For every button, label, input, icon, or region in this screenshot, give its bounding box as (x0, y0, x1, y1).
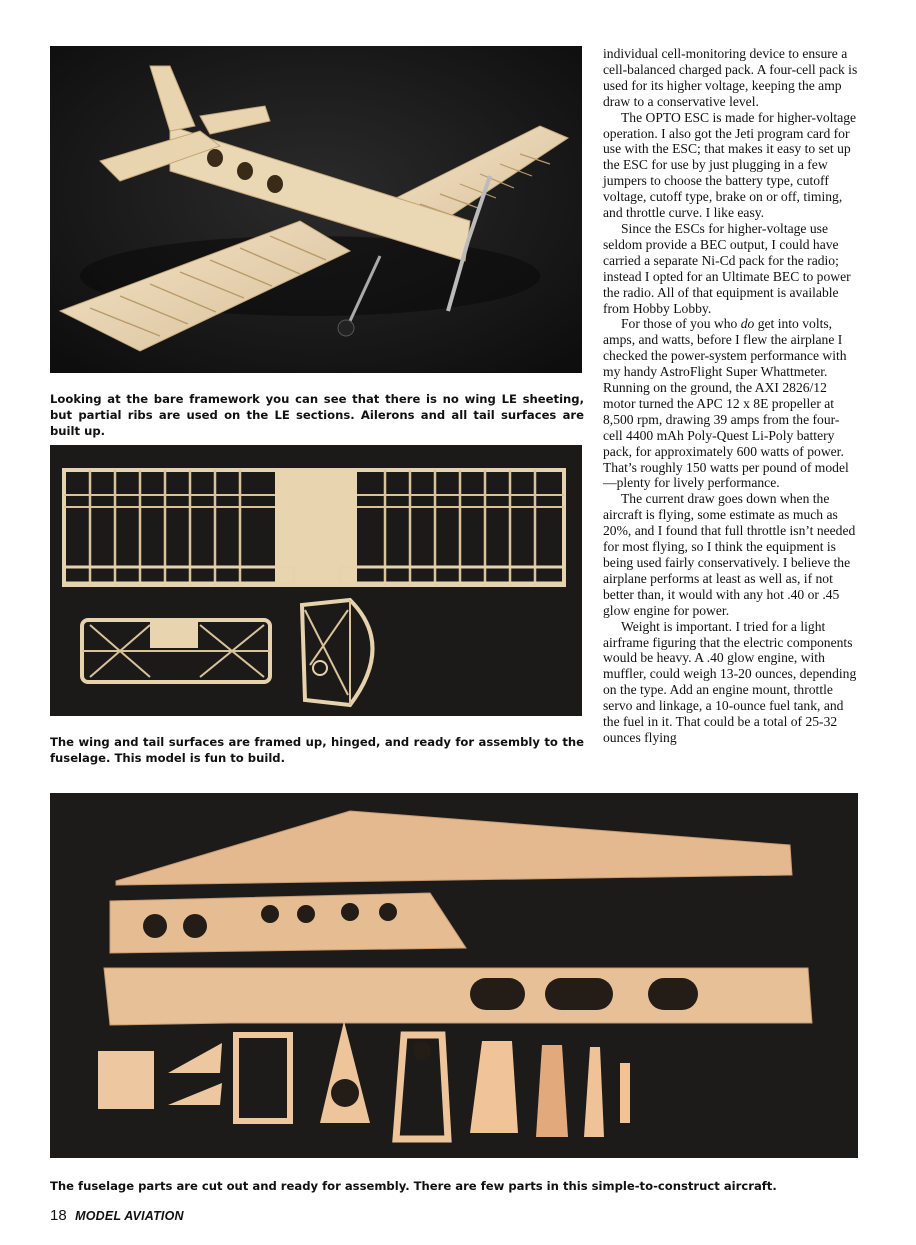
page-folio (50, 1207, 184, 1225)
photo-fuselage-parts (50, 793, 858, 1158)
article-paragraph: Weight is important. I tried for a light airframe figuring that the electric components would be heavy. A .40 glow engine, with muffler, could weigh 13-20 ounces, depending on the type. Add an engine mount, throttle servo and linkage, a 10-ounce fuel tank, and the fuel in it. That could be a total of 25-32 ounces flying (603, 618, 857, 745)
article-paragraph: For those of you who do get into volts, amps, and watts, before I flew the airplane I checked the power-system performance with my handy AstroFlight Super Whattmeter. Running on the ground, the AXI 2826/12 motor turned the APC 12 x 8E propeller at 8,500 rpm, drawing 39 amps from the four-cell 4400 mAh Poly-Quest Li-Poly battery pack, for approximately 600 watts of power. That’s roughly 150 watts per pound of model—plenty for lively performance. (603, 316, 849, 491)
page-number: 18 (50, 1207, 67, 1224)
article-paragraph: individual cell-monitoring device to ensure a cell-balanced charged pack. A four-cell pack is used for its higher voltage, keeping the amp draw to a conservative level. (603, 46, 858, 109)
magazine-name: MODEL AVIATION (75, 1209, 184, 1223)
photo-wing-tail-framework (50, 445, 582, 716)
caption-airplane-framework: Looking at the bare framework you can see that there is no wing LE sheeting, but partial ribs are used on the LE sections. Ailerons and all tail surfaces are built up. (50, 392, 584, 438)
article-paragraph: The current draw goes down when the aircraft is flying, some estimate as much as 20%, and I found that full throttle isn’t needed for most flying, so I think the equipment is being used fairly conservatively. I believe the airplane performs at least as well as, if not better than, it would with any hot .40 or .45 glow engine for power. (603, 491, 856, 618)
photo-airplane-framework (50, 46, 582, 373)
fuselage-parts-photo-icon (50, 793, 858, 1158)
article-column (603, 46, 859, 746)
caption-fuselage-parts: The fuselage parts are cut out and ready for assembly. There are few parts in this simple-to-construct aircraft. (50, 1179, 777, 1193)
caption-wing-tail-framework: The wing and tail surfaces are framed up, hinged, and ready for assembly to the fuselage. This model is fun to build. (50, 735, 584, 765)
article-paragraph: Since the ESCs for higher-voltage use seldom provide a BEC output, I could have carried a separate Ni-Cd pack for the radio; instead I opted for an Ultimate BEC to power the radio. All of that equipment is available from Hobby Lobby. (603, 220, 851, 316)
article-paragraph: The OPTO ESC is made for higher-voltage operation. I also got the Jeti program card for use with the ESC; that makes it easy to set up the ESC for use by just plugging in a few jumpers to choose the battery type, cutoff voltage, cutoff type, brake on or off, timing, and throttle curve. I like easy. (603, 109, 857, 221)
wing-framework-photo-icon (50, 445, 582, 716)
airplane-photo-icon (50, 46, 582, 373)
